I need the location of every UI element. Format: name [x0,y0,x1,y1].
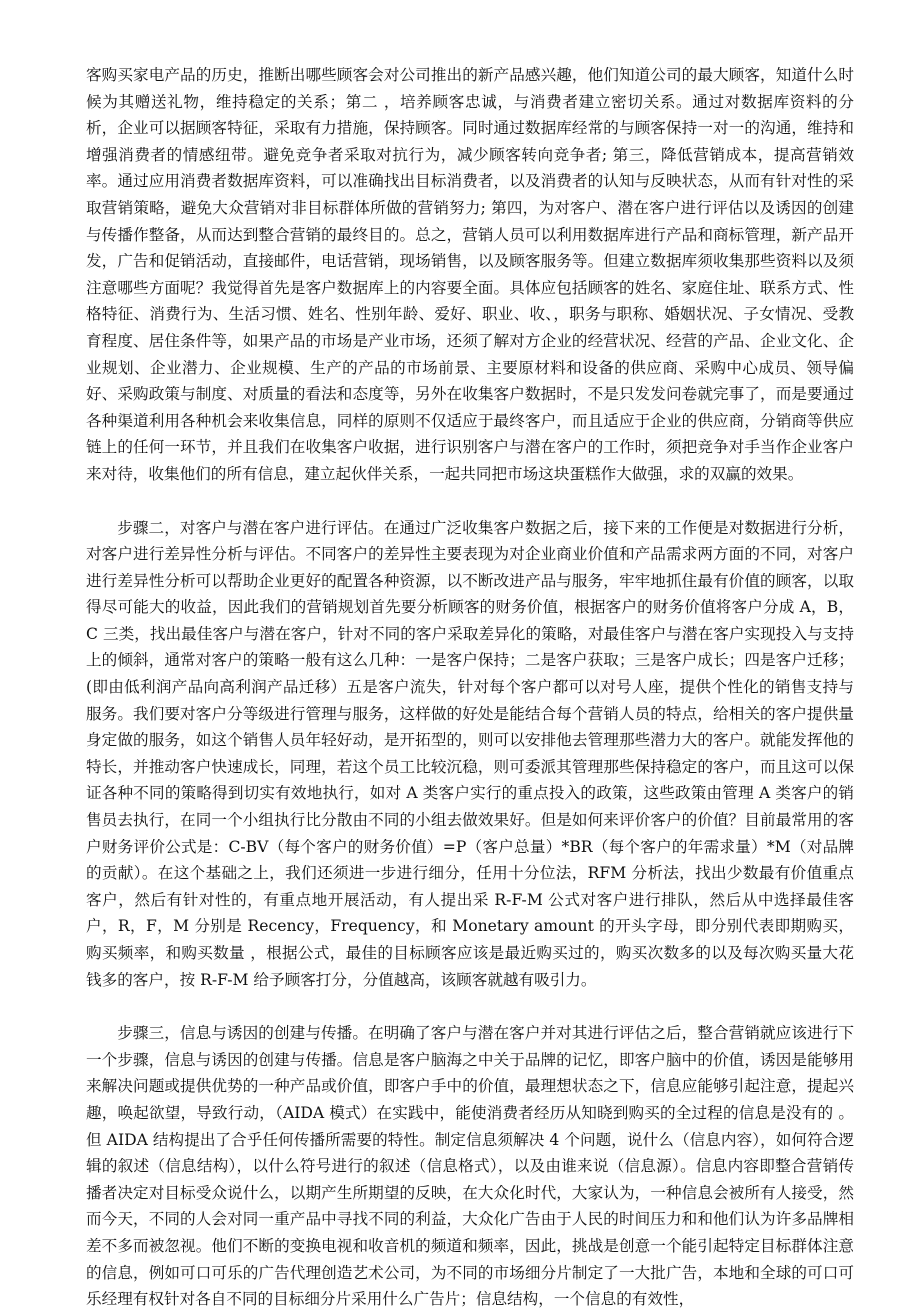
paragraph-step-three: 步骤三，信息与诱因的创建与传播。在明确了客户与潜在客户并对其进行评估之后，整合营销就应该进行下一个步骤，信息与诱因的创建与传播。信息是客户脑海之中关于品牌的记忆，即客户脑中的价值，诱因是能够用来解决问题或提供优势的一种产品或价值，即客户手中的价值，最理想状态之下，信息应能够引起注意，提起兴趣，唤起欲望，导致行动，（AIDA 模式）在实践中，能使消费者经历从知晓到购买的全过程的信息是没有的 。但 AIDA 结构提出了合乎任何传播所需要的特性。制定信息须解决 4 个问题，说什么（信息内容），如何符合逻辑的叙述（信息结构），以什么符号进行的叙述（信息格式），以及由谁来说（信息源）。信息内容即整合营销传播者决定对目标受众说什么，以期产生所期望的反映，在大众化时代，大家认为，一种信息会被所有人接受，然而今天，不同的人会对同一重产品中寻找不同的利益，大众化广告由于人民的时间压力和和他们认为许多品牌相差不多而被忽视。他们不断的变换电视和收音机的频道和频率，因此，挑战是创意一个能引起特定目标群体注意的信息，例如可口可乐的广告代理创造艺术公司，为不同的市场细分片制定了一大批广告，本地和全球的可口可乐经理有权针对各自不同的目标细分片采用什么广告片；信息结构，一个信息的有效性， [86,1024,854,1309]
paragraph-spacer [86,993,854,1020]
paragraph-customer-database: 客购买家电产品的历史，推断出哪些顾客会对公司推出的新产品感兴趣，他们知道公司的最大顾客，知道什么时候为其赠送礼物，维持稳定的关系；第二 ，培养顾客忠诚，与消费者建立密切关系。通过对数据库资料的分析，企业可以据顾客特征，采取有力措施，保持顾客。同时通过数据库经常的与顾客保持一对一的沟通，维持和增强消费者的情感纽带。避免竞争者采取对抗行为，减少顾客转向竞争者; 第三，降低营销成本，提高营销效率。通过应用消费者数据库资料，可以准确找出目标消费者，以及消费者的认知与反映状态，从而有针对性的采取营销策略，避免大众营销对非目标群体所做的营销努力; 第四，为对客户、潜在客户进行评估以及诱因的创建与传播作整备，从而达到整合营销的最终目的。总之，营销人员可以利用数据库进行产品和商标管理，新产品开发，广告和促销活动，直接邮件，电话营销，现场销售，以及顾客服务等。但建立数据库须收集那些资料以及须注意哪些方面呢？我觉得首先是客户数据库上的内容要全面。具体应包括顾客的姓名、家庭住址、联系方式、性格特征、消费行为、生活习惯、姓名、性别年龄、爱好、职业、收、，职务与职称、婚姻状况、子女情况、受教育程度、居住条件等，如果产品的市场是产业市场，还须了解对方企业的经营状况、经营的产品、企业文化、企业规划、企业潜力、企业规模、生产的产品的市场前景、主要原材料和设备的供应商、采购中心成员、领导偏好、采购政策与制度、对质量的看法和态度等，另外在收集客户数据时，不是只发发问卷就完事了，而是要通过各种渠道利用各种机会来收集信息，同样的原则不仅适应于最终客户，而且适应于企业的供应商，分销商等供应链上的任何一环节，并且我们在收集客户收据，进行识别客户与潜在客户的工作时，须把竞争对手当作企业客户来对待，收集他们的所有信息，建立起伙伴关系，一起共同把市场这块蛋糕作大做强，求的双赢的效果。 [86,66,854,483]
paragraph-step-two: 步骤二，对客户与潜在客户进行评估。在通过广泛收集客户数据之后，接下来的工作便是对数据进行分析，对客户进行差异性分析与评估。不同客户的差异性主要表现为对企业商业价值和产品需求两方面的不同，对客户进行差异性分析可以帮助企业更好的配置各种资源，以不断改进产品与服务，牢牢地抓住最有价值的顾客，以取得尽可能大的收益，因此我们的营销规划首先要分析顾客的财务价值，根据客户的财务价值将客户分成 A，B，C 三类，找出最佳客户与潜在客户，针对不同的客户采取差异化的策略，对最佳客户与潜在客户实现投入与支持上的倾斜，通常对客户的策略一般有这么几种：一是客户保持；二是客户获取；三是客户成长；四是客户迁移；(即由低利润产品向高利润产品迁移）五是客户流失，针对每个客户都可以对号人座，提供个性化的销售支持与服务。我们要对客户分等级进行管理与服务，这样做的好处是能结合每个营销人员的特点，给相关的客户提供量身定做的服务，如这个销售人员年轻好动，是开拓型的，则可以安排他去管理那些潜力大的客户。就能发挥他的特长，并推动客户快速成长，同理，若这个员工比较沉稳，则可委派其管理那些保持稳定的客户，而且这可以保证各种不同的策略得到切实有效地执行，如对 A 类客户实行的重点投入的政策，这些政策由管理 A 类客户的销售员去执行，在同一个小组执行比分散由不同的小组去做效果好。但是如何来评价客户的价值？目前最常用的客户财务评价公式是：C-BV（每个客户的财务价值）=P（客户总量）*BR（每个客户的年需求量）*M（对品牌的贡献）。在这个基础之上，我们还须进一步进行细分，任用十分位法，RFM 分析法，找出少数最有价值重点客户，然后有针对性的，有重点地开展活动，有人提出采 R-F-M 公式对客户进行排队，然后从中选择最佳客户，R，F，M 分别是 Recency，Frequency，和 Monetary amount 的开头字母，即分别代表即期购买，购买频率，和购买数量 ，根据公式，最佳的目标顾客应该是最近购买过的，购买次数多的以及每次购买量大花钱多的客户，按 R-F-M 给予顾客打分，分值越高，该顾客就越有吸引力。 [86,518,854,989]
paragraph-spacer [86,488,854,515]
document-page [86,62,854,1313]
